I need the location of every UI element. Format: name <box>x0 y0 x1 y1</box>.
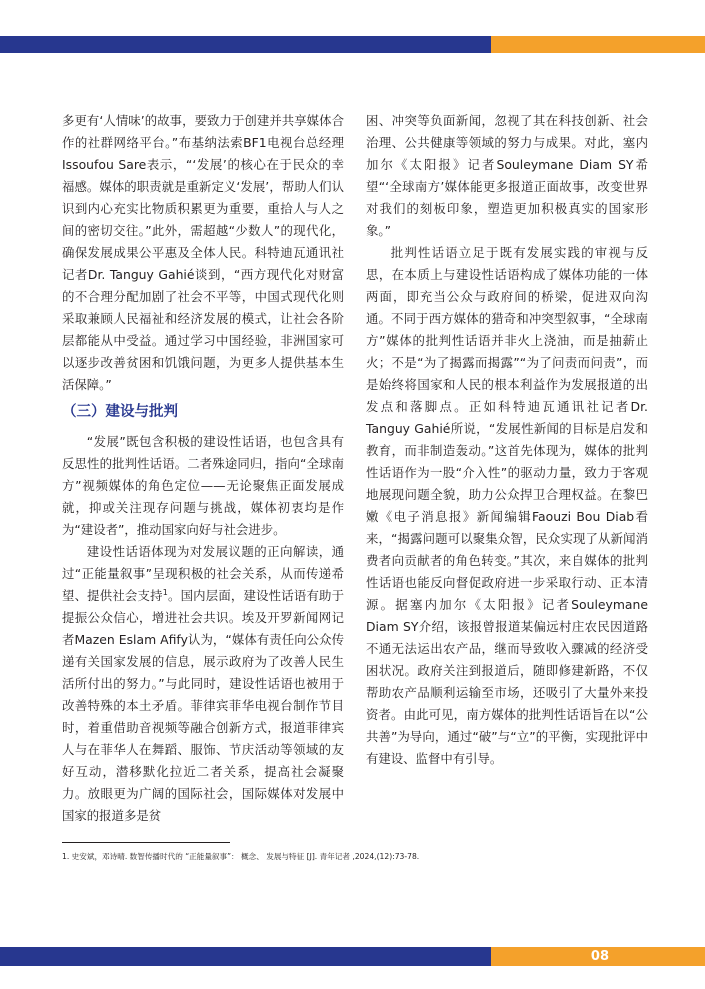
left-paragraph-2: “发展”既包含积极的建设性话语，也包含具有反思性的批判性话语。二者殊途同归，指向“全球南方”视频媒体的角色定位——无论聚焦正面发展成就，抑或关注现存问题与挑战，媒体初衷均是作为“建设者”，推动国家向好与社会进步。 <box>62 434 344 537</box>
bottom-band-blue <box>0 947 491 966</box>
right-paragraph-1: 困、冲突等负面新闻，忽视了其在科技创新、社会治理、公共健康等领域的努力与成果。对此，塞内加尔《太阳报》记者Souleymane Diam SY希望“‘全球南方’媒体能更多报道正面故事，改变世界对我们的刻板印象，塑造更加积极真实的国家形象。” <box>366 113 648 238</box>
footnote-ref: 1 <box>162 587 168 597</box>
bottom-color-band <box>0 947 705 966</box>
left-paragraph-3-part-2: 。国内层面，建设性话语有助于提振公众信心，增进社会共识。埃及开罗新闻网记者Mazen Eslam Afify认为，“媒体有责任向公众传递有关国家发展的信息，展示政府为了改善人民生活所付出的努力。”与此同时，建设性话语也被用于改善特殊的本土矛盾。菲律宾菲华电视台制作节目时，着重借助音视频等融合创新方式，报道菲律宾人与在菲华人在舞蹈、服饰、节庆活动等领域的友好互动，潜移默化拉近二者关系，提高社会凝聚力。放眼更为广阔的国际社会，国际媒体对发展中国家的报道多是贫 <box>62 588 345 823</box>
left-column <box>62 110 344 827</box>
left-paragraph-3 <box>62 541 344 827</box>
top-band-blue <box>0 36 491 53</box>
footnote: 1. 史安斌，邓诗晴. 数智传播时代的 “正能量叙事”： 概念、 发展与特征 [J]. 青年记者 ,2024,(12):73-78. <box>62 852 420 861</box>
top-color-band <box>0 36 705 53</box>
top-band-orange <box>491 36 705 53</box>
footnote-divider <box>62 842 230 843</box>
left-paragraph-3-part-1: 建设性话语体现为对发展议题的正向解读，通过“正能量叙事”呈现积极的社会关系，从而传递希望、提供社会支持 <box>62 544 344 603</box>
right-paragraph-2: 批判性话语立足于既有发展实践的审视与反思，在本质上与建设性话语构成了媒体功能的一体两面，即充当公众与政府间的桥梁，促进双向沟通。不同于西方媒体的猎奇和冲突型叙事，“全球南方”媒体的批判性话语并非火上浇油，而是抽薪止火；不是“为了揭露而揭露”“为了问责而问责”，而是始终将国家和人民的根本利益作为发展报道的出发点和落脚点。正如科特迪瓦通讯社记者Dr. Tanguy Gahié所说，“发展性新闻的目标是启发和教育，而非制造轰动。”这首先体现为，媒体的批判性话语作为一股“介入性”的驱动力量，致力于客观地展现问题全貌，助力公众捍卫合理权益。在黎巴嫩《电子消息报》新闻编辑Faouzi Bou Diab看来，“揭露问题可以聚集众智，民众实现了从新闻消费者向贡献者的角色转变。”其次，来自媒体的批判性话语也能反向督促政府进一步采取行动、正本清源。据塞内加尔《太阳报》记者Souleymane Diam SY介绍，该报曾报道某偏远村庄农民因道路不通无法运出农产品，继而导致收入骤减的经济受困状况。政府关注到报道后，随即修建新路，不仅帮助农产品顺利运输至市场，还吸引了大量外来投资者。由此可见，南方媒体的批判性话语旨在以“公共善”为导向，通过“破”与“立”的平衡，实现批评中有建设、监督中有引导。 <box>366 245 648 766</box>
right-column <box>366 110 648 770</box>
section-title: （三）建设与批判 <box>62 404 178 420</box>
page-number: 08 <box>590 949 609 964</box>
left-paragraph-1: 多更有‘人情味’的故事，要致力于创建并共享媒体合作的社群网络平台。”布基纳法索BF1电视台总经理Issoufou Sare表示，“‘发展’的核心在于民众的幸福感。媒体的职责就是重新定义‘发展’，帮助人们认识到内心充实比物质积累更为重要，重拾人与人之间的密切交往。”此外，需超越“少数人”的现代化，确保发展成果公平惠及全体人民。科特迪瓦通讯社记者Dr. Tanguy Gahié谈到，“西方现代化对财富的不合理分配加剧了社会不平等，中国式现代化则采取兼顾人民福祉和经济发展的模式，让社会各阶层都能从中受益。通过学习中国经验，非洲国家可以逐步改善贫困和饥饿问题，为更多人提供基本生活保障。” <box>62 113 344 392</box>
